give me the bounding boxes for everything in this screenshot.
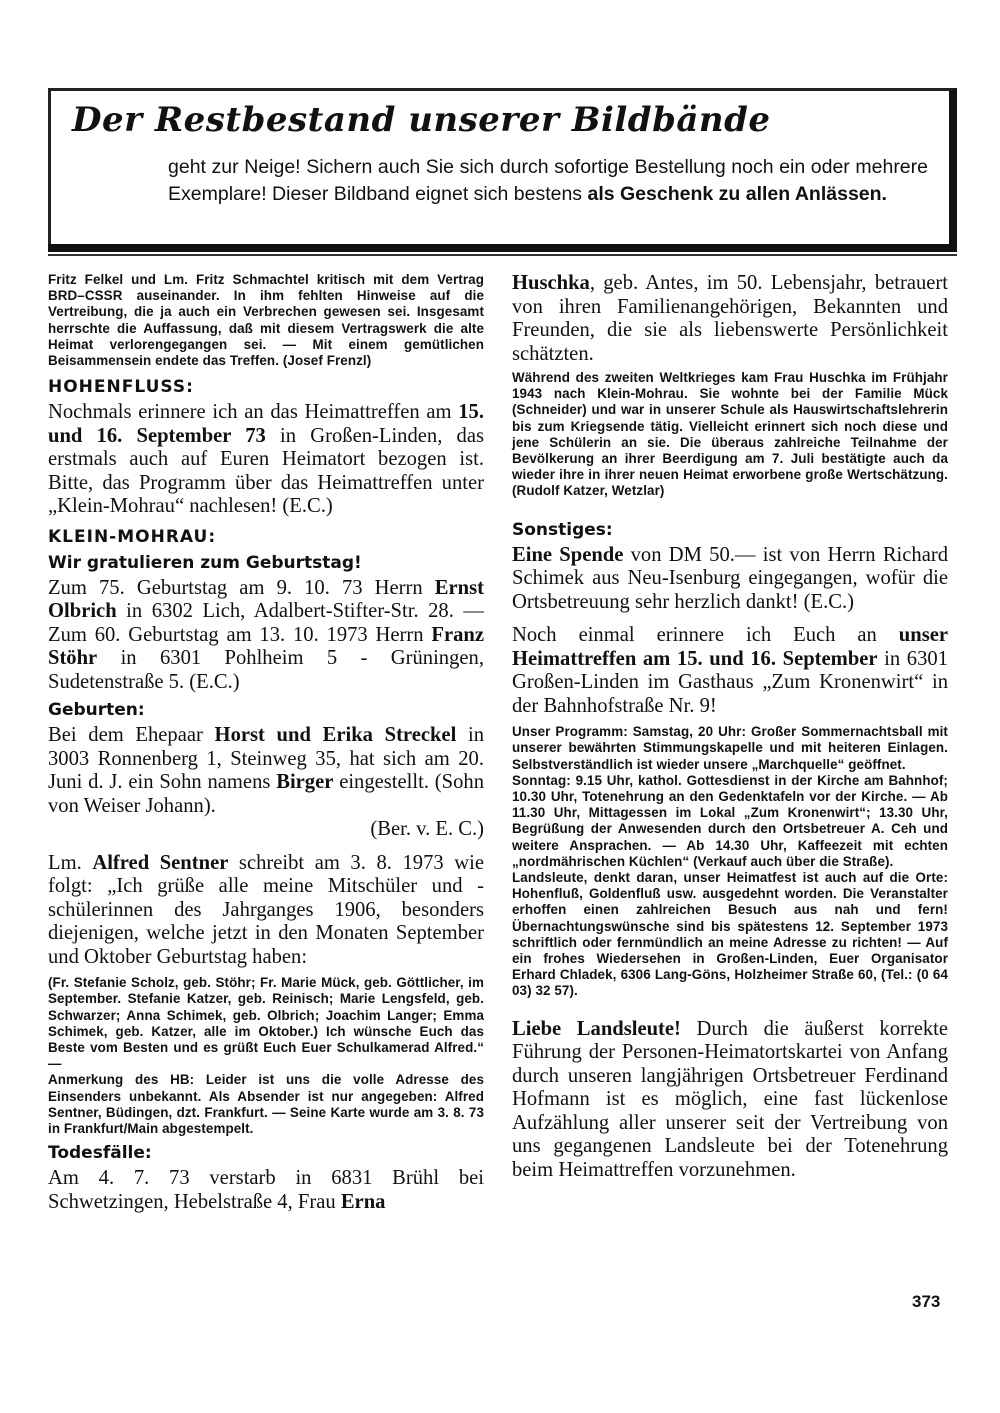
program-sunday: Sonntag: 9.15 Uhr, kathol. Gottesdienst in der Kirche am Bahnhof; 10.30 Uhr, Totenehrung an den Gedenktafeln vor der Kirche. — Ab 11.30 Uhr, Mittagessen im Lokal „Zum Kronenwirt“; 13.30 Uhr, Begrüßung der Anwesenden durch den Ortsbetreuer A. Ceh und weitere Ansprachen. — Ab 14.30 Uhr, Kaffeezeit mit echten „nordmährischen Küchlen“ (Verkauf auch über die Straße).: [512, 772, 948, 869]
births-signature: (Ber. v. E. C.): [370, 818, 484, 841]
huschka-paragraph: Huschka, geb. Antes, im 50. Lebensjahr, betrauert von ihren Familienangehörigen, Bekannten und Freunden, die sie als liebenswerte Persönlichkeit schätzten.: [512, 272, 948, 365]
dear-countrymen-paragraph: Liebe Landsleute! Durch die äußerst korrekte Führung der Personen-Heimatortskartei von Anfang durch unseren langjährigen Ortsbetreuer Ferdinand Hofmann ist es möglich, eine fast lückenlose Aufzählung aller unserer seit der Vertreibung von uns gegangenen Landsleute bei der Totenehrung beim Heimattreffen vorzunehmen.: [512, 1017, 949, 1181]
right-column: [512, 272, 948, 1182]
meeting-reminder: Noch einmal erinnere ich Euch an unser Heimattreffen am 15. und 16. September in 6301 Großen-Linden im Gasthaus „Zum Kronenwirt“ in der Bahnhofstraße Nr. 9!: [512, 624, 948, 717]
hohenfluss-paragraph: Nochmals erinnere ich an das Heimattreffen am 15. und 16. September 73 in Großen-Linden, das erstmals auch auf Euren Heimatort bezogen ist. Bitte, das Programm über das Heimattreffen unter „Klein-Mohrau“ nachlesen! (E.C.): [48, 401, 484, 518]
subheading-geburtstag: Wir gratulieren zum Geburtstag!: [48, 552, 362, 573]
donation-paragraph: Eine Spende von DM 50.— ist von Herrn Richard Schimek aus Neu-Isenburg eingegangen, wofür die Ortsbetreuung sehr herzlich dankt! (E.C.): [512, 543, 949, 613]
intro-paragraph: Fritz Felkel und Lm. Fritz Schmachtel kritisch mit dem Vertrag BRD–CSSR auseinander. In ihm fehlten Hinweise auf die Vertreibung, die ja auch ein Verbrechen gewesen sei. Insgesamt herrschte die Auffassung, daß mit diesem Vertragswerk die alte Heimat verlorengegangen sei. — Mit einem gemütlichen Beisammensein endete das Treffen. (Josef Frenzl): [48, 272, 484, 369]
banner-text: geht zur Neige! Sichern auch Sie sich durch sofortige Bestellung noch ein oder mehrere Exemplare! Dieser Bildband eignet sich bestens als Geschenk zu allen Anlässen.: [168, 156, 928, 205]
classmates-list: (Fr. Stefanie Scholz, geb. Stöhr; Fr. Marie Mück, geb. Göttlicher, im September. Stefanie Katzer, geb. Reinisch; Marie Lengsfeld, geb. Schwarzer; Anna Schimek, geb. Olbrich; Joachim Langer; Emma Schimek, geb. Katzer, alle im Oktober.) Ich wünsche Euch das Beste vom Besten und es grüßt Euch Euer Schulkamerad Alfred.“ —: [48, 975, 484, 1072]
section-heading-klein-mohrau: KLEIN-MOHRAU:: [48, 526, 217, 547]
subheading-sonstiges: Sonstiges:: [512, 519, 613, 540]
section-heading-hohenfluss: HOHENFLUSS:: [48, 377, 194, 398]
death-paragraph: Am 4. 7. 73 verstarb in 6831 Brühl bei Schwetzingen, Hebelstraße 4, Frau Erna: [48, 1167, 484, 1213]
left-column: [48, 272, 484, 1214]
program-saturday: Unser Programm: Samstag, 20 Uhr: Großer Sommernachtsball mit unserer bewährten Stimmungskapelle und mit heiteren Einlagen. Selbstverständlich ist wieder unsere „Marchquelle“ geöffnet.: [512, 724, 948, 772]
subheading-todesfaelle: Todesfälle:: [48, 1143, 152, 1164]
banner-rule-thin: [48, 254, 957, 256]
organizer-note: Landsleute, denkt daran, unser Heimatfest ist auch auf die Orte: Hohenfluß, Goldenfluß usw. ausgedehnt worden. Die Veranstalter erhoffen einen zahlreichen Besuch aus nah und fern! Übernachtungswünsche sind bis spätestens 12. September 1973 schriftlich oder fernmündlich an meine Adresse zu richten! — Auf ein frohes Wiedersehen in Großen-Linden, Euer Organisator Erhard Chladek, 6306 Lang-Göns, Holzheimer Straße 60, (Tel.: (0 64 03) 32 57).: [512, 869, 948, 999]
huschka-remembrance: Während des zweiten Weltkrieges kam Frau Huschka im Frühjahr 1943 nach Klein-Mohrau. Sie wohnte bei der Familie Mück (Schneider) und war in unserer Schule als Hauswirtschaftslehrerin bis zum Kriegsende tätig. Vielleicht erinnert sich noch diese und jene Schülerin an sie. Die überaus zahlreiche Teilnahme der Bevölkerung an ihrer Beerdigung am 7. Juli bestätigte auch da wieder ihre in ihrer neuen Heimat erworbene große Wertschätzung. (Rudolf Katzer, Wetzlar): [512, 370, 948, 499]
page-number: 373: [912, 1292, 941, 1311]
birthday-paragraph: Zum 75. Geburtstag am 9. 10. 73 Herrn Ernst Olbrich in 6302 Lich, Adalbert-Stifter-Str. 28. — Zum 60. Geburtstag am 13. 10. 1973 Herrn Franz Stöhr in 6301 Pohlheim 5 - Grüningen, Sudetenstraße 5. (E.C.): [48, 576, 484, 693]
banner-rule: [48, 244, 957, 252]
subheading-geburten: Geburten:: [48, 700, 145, 721]
banner-title: Der Restbestand unserer Bildbände: [72, 100, 771, 140]
sentner-paragraph: Lm. Alfred Sentner schreibt am 3. 8. 1973 wie folgt: „Ich grüße alle meine Mitschüler und -schülerinnen des Jahrganges 1906, besonders diejenigen, welche jetzt in den Monaten September und Oktober Geburtstag haben:: [48, 851, 484, 968]
editor-note: Anmerkung des HB: Leider ist uns die volle Adresse des Einsenders unbekannt. Als Absender ist nur angegeben: Alfred Sentner, Büdingen, dzt. Frankfurt. — Seine Karte wurde am 3. 8. 73 in Frankfurt/Main abgestempelt.: [48, 1072, 484, 1137]
births-paragraph: Bei dem Ehepaar Horst und Erika Streckel in 3003 Ronnenberg 1, Steinweg 35, hat sich am 20. Juni d. J. ein Sohn namens Birger eingestellt. (Sohn von Weiser Johann).: [48, 724, 484, 817]
